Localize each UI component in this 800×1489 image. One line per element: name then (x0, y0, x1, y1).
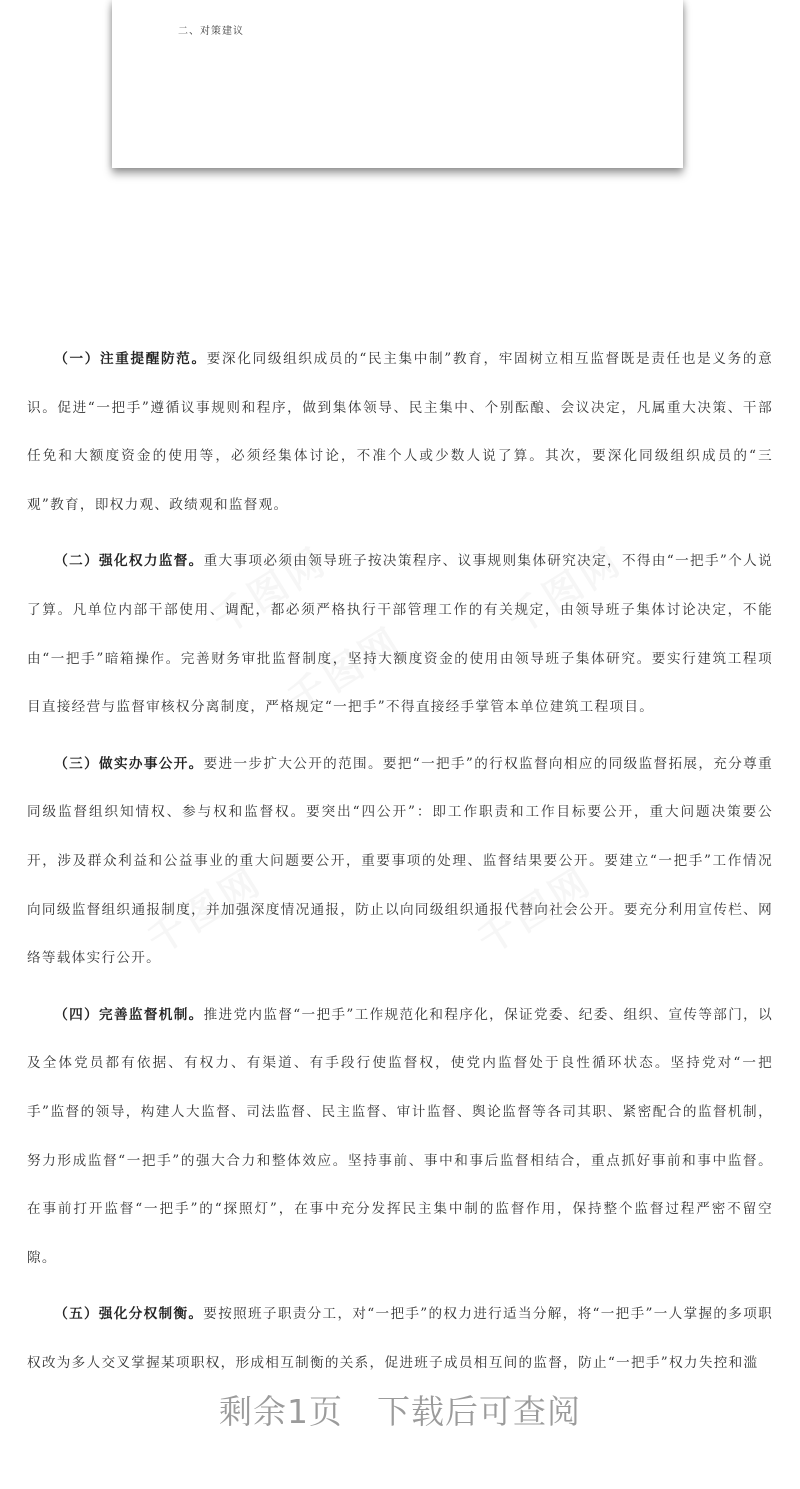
paragraph (27, 740, 773, 983)
paragraph (27, 1290, 773, 1387)
paragraph-lead: （三）做实办事公开。 (54, 755, 204, 772)
download-more-banner[interactable] (0, 1386, 800, 1433)
download-to-view-label: 下载后可查阅 (377, 1392, 581, 1431)
watermark: 千图网 (469, 858, 600, 963)
paragraph-body: 推进党内监督“一把手”工作规范化和程序化，保证党委、纪委、组织、宣传等部门，以及全体党员都有依据、有权力、有渠道、有手段行使监督权，使党内监督处于良性循环状态。坚持党对“一把手”监督的领导，构建人大监督、司法监督、民主监督、审计监督、舆论监督等各司其职、紧密配合的监督机制，努力形成监督“一把手”的强大合力和整体效应。坚持事前、事中和事后监督相结合，重点抓好事前和事中监督。在事前打开监督“一把手”的“探照灯”，在事中充分发挥民主集中制的监督作用，保持整个监督过程严密不留空隙。 (27, 1006, 773, 1266)
remaining-pages-label: 剩余1页 (219, 1392, 343, 1431)
watermark: 千图网 (279, 618, 410, 723)
paragraph-lead: （五）强化分权制衡。 (54, 1306, 204, 1323)
paragraph-body: 要深化同级组织成员的“民主集中制”教育，牢固树立相互监督既是责任也是义务的意识。促进“一把手”遵循议事规则和程序，做到集体领导、民主集中、个别酝酿、会议决定，凡属重大决策、干部任免和大额度资金的使用等，必须经集体讨论，不准个人或少数人说了算。其次，要深化同级组织成员的“三观”教育，即权力观、政绩观和监督观。 (27, 351, 774, 513)
document-body (27, 335, 773, 1387)
paragraph-lead: （一）注重提醒防范。 (54, 351, 207, 367)
paragraph-body: 重大事项必须由领导班子按决策程序、议事规则集体研究决定，不得由“一把手”个人说了算。凡单位内部干部使用、调配，都必须严格执行干部管理工作的有关规定，由领导班子集体讨论决定，不能由“一把手”暗箱操作。完善财务审批监督制度，坚持大额度资金的使用由领导班子集体研究。要实行建筑工程项目直接经营与监督审核权分离制度，严格规定“一把手”不得直接经手掌管本单位建筑工程项目。 (27, 553, 773, 716)
watermark: 千图网 (499, 538, 630, 643)
watermark: 千图网 (204, 538, 335, 643)
card-heading: 二、对策建议 (178, 26, 244, 37)
paragraph-lead: （四）完善监督机制。 (54, 1006, 204, 1023)
page-preview-card (112, 0, 683, 168)
paragraph (27, 335, 773, 529)
paragraph (27, 991, 773, 1283)
watermark: 千图网 (139, 858, 270, 963)
paragraph-body: 要按照班子职责分工，对“一把手”的权力进行适当分解，将“一把手”一人掌握的多项职权改为多人交叉掌握某项职权，形成相互制衡的关系，促进班子成员相互间的监督，防止“一把手”权力失控和滥 (27, 1306, 774, 1371)
paragraph (27, 537, 773, 731)
paragraph-lead: （二）强化权力监督。 (54, 553, 204, 570)
paragraph-body: 要进一步扩大公开的范围。要把“一把手”的行权监督向相应的同级监督拓展，充分尊重同级监督组织知情权、参与权和监督权。要突出“四公开”：即工作职责和工作目标要公开，重大问题决策要公开，涉及群众利益和公益事业的重大问题要公开，重要事项的处理、监督结果要公开。要建立“一把手”工作情况向同级监督组织通报制度，并加强深度情况通报，防止以向同级组织通报代替向社会公开。要充分利用宣传栏、网络等载体实行公开。 (27, 755, 773, 967)
